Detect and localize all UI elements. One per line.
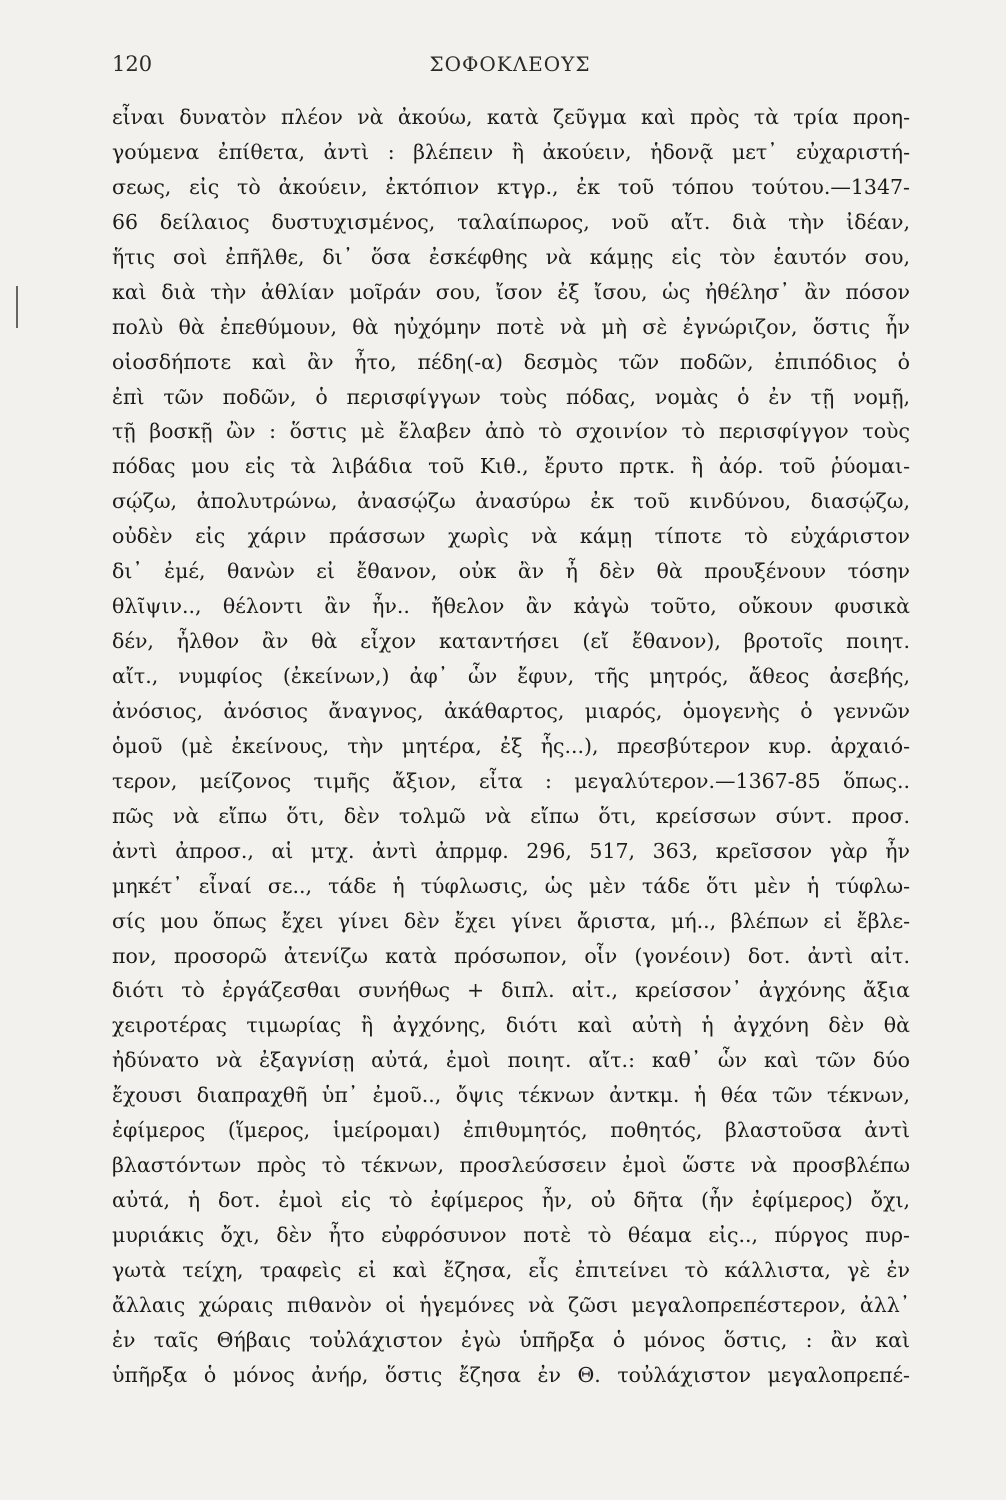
text-line: οἱοσδήποτε καὶ ἂν ἦτο, πέδη(-α) δεσμὸς τῶν ποδῶν, ἐπιπόδιος ὁ xyxy=(112,349,910,374)
text-line: σίς μου ὅπως ἔχει γίνει δὲν ἔχει γίνει ἄριστα, μή.., βλέπων εἰ ἔβλε- xyxy=(112,908,910,933)
text-line: βλαστόντων πρὸς τὸ τέκνων, προσλεύσσειν ἐμοὶ ὥστε νὰ προσβλέπω xyxy=(112,1153,910,1178)
text-line: πῶς νὰ εἴπω ὅτι, δὲν τολμῶ νὰ εἴπω ὅτι, κρείσσων σύντ. προσ. xyxy=(112,803,910,828)
text-line: ἐπὶ τῶν ποδῶν, ὁ περισφίγγων τοὺς πόδας, νομὰς ὁ ἐν τῇ νομῇ, xyxy=(112,384,910,409)
text-line: σῴζω, ἀπολυτρώνω, ἀνασῴζω ἀνασύρω ἐκ τοῦ κινδύνου, διασῴζω, xyxy=(112,489,910,514)
text-line: θλῖψιν.., θέλοντι ἂν ἦν.. ἤθελον ἂν κἀγὼ τοῦτο, οὔκουν φυσικὰ xyxy=(112,594,910,619)
text-line: ἐφίμερος (ἵμερος, ἱμείρομαι) ἐπιθυμητός, ποθητός, βλαστοῦσα ἀντὶ xyxy=(112,1118,910,1143)
text-line: πον, προσορῶ ἀτενίζω κατὰ πρόσωπον, οἷν (γονέοιν) δοτ. ἀντὶ αἰτ. xyxy=(112,943,910,968)
text-line: τερον, μείζονος τιμῆς ἄξιον, εἶτα : μεγαλύτερον.—1367-85 ὅπως.. xyxy=(112,768,910,793)
text-line: μυριάκις ὄχι, δὲν ἦτο εὐφρόσυνον ποτὲ τὸ θέαμα εἰς.., πύργος πυρ- xyxy=(112,1223,910,1247)
text-line: οὐδὲν εἰς χάριν πράσσων χωρὶς νὰ κάμῃ τίποτε τὸ εὐχάριστον xyxy=(112,524,910,549)
text-line: αὐτά, ἡ δοτ. ἐμοὶ εἰς τὸ ἐφίμερος ἦν, οὐ δῆτα (ἦν ἐφίμερος) ὄχι, xyxy=(112,1188,910,1213)
text-line: ἐν ταῖς Θήβαις τοὐλάχιστον ἐγὼ ὑπῆρξα ὁ μόνος ὅστις, : ἂν καὶ xyxy=(112,1327,910,1352)
text-line: καὶ διὰ τὴν ἀθλίαν μοῖράν σου, ἴσον ἐξ ἴσου, ὡς ἠθέλησ᾿ ἂν πόσον xyxy=(112,279,910,304)
text-line: ἄλλαις χώραις πιθανὸν οἱ ἡγεμόνες νὰ ζῶσι μεγαλοπρεπέστερον, ἀλλ᾿ xyxy=(112,1292,910,1317)
text-line: ἀνόσιος, ἀνόσιος ἄναγνος, ἀκάθαρτος, μιαρός, ὁμογενὴς ὁ γεννῶν xyxy=(112,698,910,723)
text-line: σεως, εἰς τὸ ἀκούειν, ἐκτόπιον κτγρ., ἐκ τοῦ τόπου τούτου.—1347- xyxy=(112,174,910,199)
text-line: μηκέτ᾿ εἶναί σε.., τάδε ἡ τύφλωσις, ὡς μὲν τάδε ὅτι μὲν ἡ τύφλω- xyxy=(112,873,910,898)
text-line: δι᾿ ἐμέ, θανὼν εἰ ἔθανον, οὐκ ἂν ἦ δὲν θὰ προυξένουν τόσην xyxy=(112,559,910,584)
text-line: ὑπῆρξα ὁ μόνος ἀνήρ, ὅστις ἔζησα ἐν Θ. τοὐλάχιστον μεγαλοπρεπέ- xyxy=(112,1362,910,1387)
text-line: ἔχουσι διαπραχθῆ ὑπ᾿ ἐμοῦ.., ὄψις τέκνων ἀντκμ. ἡ θέα τῶν τέκνων, xyxy=(112,1083,910,1108)
text-line: πόδας μου εἰς τὰ λιβάδια τοῦ Κιθ., ἔρυτο πρτκ. ἢ ἀόρ. τοῦ ῥύομαι- xyxy=(112,454,910,479)
text-line: τῇ βοσκῇ ὢν : ὅστις μὲ ἔλαβεν ἀπὸ τὸ σχοινίον τὸ περισφίγγον τοὺς xyxy=(112,419,910,444)
page-number: 120 xyxy=(112,52,153,76)
page-header xyxy=(112,52,908,88)
text-line: πολὺ θὰ ἐπεθύμουν, θὰ ηὐχόμην ποτὲ νὰ μὴ σὲ ἐγνώριζον, ὅστις ἦν xyxy=(112,314,910,339)
text-line: ὁμοῦ (μὲ ἐκείνους, τὴν μητέρα, ἐξ ἧς...), πρεσβύτερον κυρ. ἀρχαιό- xyxy=(112,733,910,758)
text-line: χειροτέρας τιμωρίας ἢ ἀγχόνης, διότι καὶ αὐτὴ ἡ ἀγχόνη δὲν θὰ xyxy=(112,1013,910,1038)
text-line: εἶναι δυνατὸν πλέον νὰ ἀκούω, κατὰ ζεῦγμα καὶ πρὸς τὰ τρία προη- xyxy=(112,105,910,129)
text-line: ἠδύνατο νὰ ἐξαγνίσῃ αὐτά, ἐμοὶ ποιητ. αἴτ.: καθ᾿ ὧν καὶ τῶν δύο xyxy=(112,1048,910,1073)
text-line: γωτὰ τείχη, τραφεὶς εἰ καὶ ἔζησα, εἷς ἐπιτείνει τὸ κάλλιστα, γὲ ἐν xyxy=(112,1257,910,1282)
text-line: 66 δείλαιος δυστυχισμένος, ταλαίπωρος, νοῦ αἴτ. διὰ τὴν ἰδέαν, xyxy=(112,209,910,234)
text-line: δέν, ἦλθον ἂν θὰ εἶχον καταντήσει (εἴ ἔθανον), βροτοῖς ποιητ. xyxy=(112,629,910,654)
text-line: αἴτ., νυμφίος (ἐκείνων,) ἀφ᾿ ὧν ἔφυν, τῆς μητρός, ἄθεος ἀσεβής, xyxy=(112,664,910,688)
text-line: ἀντὶ ἀπροσ., αἱ μτχ. ἀντὶ ἀπρμφ. 296, 517, 363, κρεῖσσον γὰρ ἦν xyxy=(112,838,910,863)
text-line: ἥτις σοὶ ἐπῆλθε, δι᾿ ὅσα ἐσκέφθης νὰ κάμῃς εἰς τὸν ἑαυτόν σου, xyxy=(112,244,910,269)
text-line: διότι τὸ ἐργάζεσθαι συνήθως + διπλ. αἰτ., κρείσσον᾿ ἀγχόνης ἄξια xyxy=(112,978,910,1003)
running-title: ΣΟΦΟΚΛΕΟΥΣ xyxy=(429,52,591,76)
margin-pencil-mark xyxy=(16,286,18,328)
text-line: γούμενα ἐπίθετα, ἀντὶ : βλέπειν ἢ ἀκούειν, ἡδονᾷ μετ᾿ εὐχαριστή- xyxy=(112,139,910,164)
commentary-text xyxy=(112,100,910,1393)
